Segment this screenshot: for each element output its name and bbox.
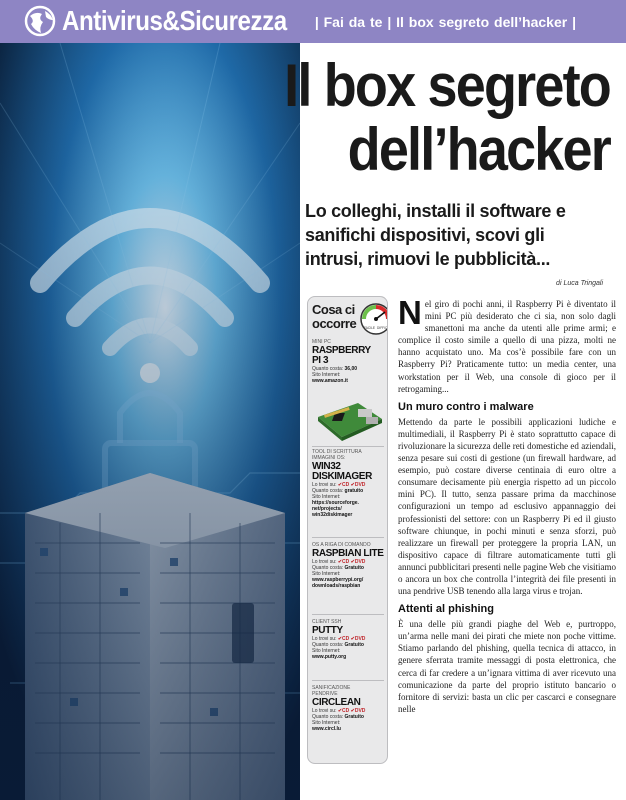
paragraph-malware: Mettendo da parte le possibili applicazioni ludiche e multimediali, il Raspberry Pi è stato soprattutto capace di rivoluzionare la sicurezza delle reti domestiche ed aziendali, senza pesare sui costi di gestione (un firewall hardware, ad esempio, può costare diverse centinaia di euro oltre a consumare decisamente più energia rispetto ad un piccolo mini PC). Il tutto, senza passare prima da macchinose configurazioni un tempo ad esclusivo appannaggio dei professionisti del settore: con un Raspberry Pi ed il giusto software chiunque, in pochi minuti e senza sforzi, può realizzare un firewall per proteggere la propria LAN, un dispositivo capace di filtrare automaticamente tutti gli annunci pubblicitari presenti nelle pagine Web che visitiamo o ancora un box che controlla l’integrità dei file presenti in una pendrive USB tenendo alla larga virus e trojan. <box>398 416 616 597</box>
section-header <box>0 0 626 43</box>
divider <box>312 446 384 447</box>
sidebar-item-win32diskimager <box>312 449 386 518</box>
sidebar-item-raspberry <box>312 339 386 384</box>
cost-value: gratuito <box>344 488 364 494</box>
site-link-line2: downloads/raspbian <box>312 583 361 589</box>
site-label: Sito Internet: <box>312 571 341 577</box>
article-title-line2: dell’hacker <box>347 116 610 183</box>
site-link[interactable]: www.circl.lu <box>312 726 341 732</box>
site-link-line3: win32diskimager <box>312 512 353 518</box>
find-label: Lo trovi su: <box>312 559 337 565</box>
site-link-line2: net/projects/ <box>312 506 342 512</box>
item-category-line2: PENDRIVE <box>312 691 338 697</box>
cost-label: Quanto costa: <box>312 366 344 372</box>
site-label: Sito Internet: <box>312 372 341 378</box>
find-label: Lo trovi su: <box>312 636 337 642</box>
section-heading-malware: Un muro contro i malware <box>398 400 534 413</box>
site-label: Sito Internet: <box>312 720 341 726</box>
item-category <box>312 449 386 461</box>
media-value: ✔CD ✔DVD <box>337 559 366 565</box>
item-name: RASPBIAN LITE <box>312 548 384 559</box>
item-name <box>312 462 386 482</box>
intro-paragraph <box>398 294 616 395</box>
item-category: MINI PC <box>312 339 331 345</box>
site-link[interactable] <box>312 500 386 518</box>
cost-label: Quanto costa: <box>312 714 344 720</box>
sidebar-heading-line1: Cosa ci <box>312 302 355 317</box>
intro-text: el giro di pochi anni, il Raspberry Pi è diventato il mini PC più desiderato che ci sia, non solo dagli smanettoni ma anche da utenti alle prime armi; e complice il costo simile a quello di una pizza, molti ne hanno acquistato uno. Ma cos’è possibile fare con un Raspberry Pi? Praticamente tutto: un media center, una workstation per il Web, una console di gioco per il retrogaming... <box>398 299 616 394</box>
divider <box>312 614 384 615</box>
cost-value: 36,00 <box>344 366 358 372</box>
byline: di Luca Tringali <box>556 280 603 287</box>
site-link-line1: https://sourceforge. <box>312 500 359 506</box>
section-heading-phishing: Attenti al phishing <box>398 603 494 616</box>
site-label: Sito Internet: <box>312 648 341 654</box>
item-name: PUTTY <box>312 625 343 636</box>
site-link[interactable] <box>312 577 386 589</box>
item-name: CIRCLEAN <box>312 697 361 708</box>
sidebar-heading-line2: occorre <box>312 316 357 331</box>
section-title: Antivirus&Sicurezza <box>62 5 287 36</box>
item-name <box>312 346 386 366</box>
article-body <box>398 294 616 715</box>
site-label: Sito Internet: <box>312 494 341 500</box>
item-name-line2: PI 3 <box>312 355 329 366</box>
article-title-line1: Il box segreto <box>284 52 610 119</box>
site-link[interactable]: www.putty.org <box>312 654 347 660</box>
article-title <box>214 54 610 182</box>
article-subtitle: Lo colleghi, installi il software e sanifichi dispositivi, scovi gli intrusi, rimuovi le pubblicità... <box>305 201 566 269</box>
requirements-sidebar <box>307 296 393 764</box>
cost-label: Quanto costa: <box>312 642 344 648</box>
divider <box>312 680 384 681</box>
cost-value: Gratuito <box>344 642 364 648</box>
item-category-line1: TOOL DI SCRITTURA <box>312 449 362 455</box>
item-category-line1: SANIFICAZIONE <box>312 685 351 691</box>
media-value: ✔CD ✔DVD <box>337 708 366 714</box>
site-link-line1: www.raspberrypi.org/ <box>312 577 364 583</box>
item-category: OS A RIGA DI COMANDO <box>312 542 371 548</box>
sidebar-item-raspbian-lite <box>312 542 386 589</box>
sidebar-item-putty <box>312 619 386 660</box>
site-link[interactable]: www.amazon.it <box>312 378 348 384</box>
breadcrumb: | Fai da te | Il box segreto dell’hacker | <box>314 14 576 30</box>
item-name-line1: WIN32 <box>312 461 341 472</box>
drop-cap: N <box>398 294 422 331</box>
paragraph-phishing: È una delle più grandi piaghe del Web e, purtroppo, un’arma nelle mani dei pirati che miete non poche vittime. Stiamo parlando del phishing, quella tecnica di attacco, in genere sferrata tramite messaggi di posta elettronica, che cerca di far credere a un’ignara vittima di aver ricevuto una comunicazione da parte del proprio istituto bancario o fornitore di servizi: basta un clic per cascarci e consegnare nelle <box>398 619 616 714</box>
cost-value: Gratuito <box>344 714 364 720</box>
raspberry-pi-board-image <box>314 399 384 443</box>
cost-label: Quanto costa: <box>312 488 344 494</box>
cost-label: Quanto costa: <box>312 565 344 571</box>
gauge-high-label: DIFFICILE <box>377 326 393 330</box>
media-value: ✔CD ✔DVD <box>337 636 366 642</box>
media-value: ✔CD ✔DVD <box>337 482 366 488</box>
item-category <box>312 685 386 697</box>
cost-value: Gratuito <box>344 565 364 571</box>
sidebar-item-circlean <box>312 685 386 732</box>
gauge-low-label: FACILE <box>364 326 375 330</box>
find-label: Lo trovi su: <box>312 482 337 488</box>
item-category-line2: IMMAGINI OS: <box>312 455 346 461</box>
item-category: CLIENT SSH <box>312 619 342 625</box>
item-name-line2: DISKIMAGER <box>312 471 372 482</box>
sidebar-heading <box>312 303 356 331</box>
divider <box>312 537 384 538</box>
difficulty-gauge-icon <box>358 299 393 335</box>
globe-logo-icon <box>24 5 56 37</box>
find-label: Lo trovi su: <box>312 708 337 714</box>
item-name-line1: RASPBERRY <box>312 345 371 356</box>
